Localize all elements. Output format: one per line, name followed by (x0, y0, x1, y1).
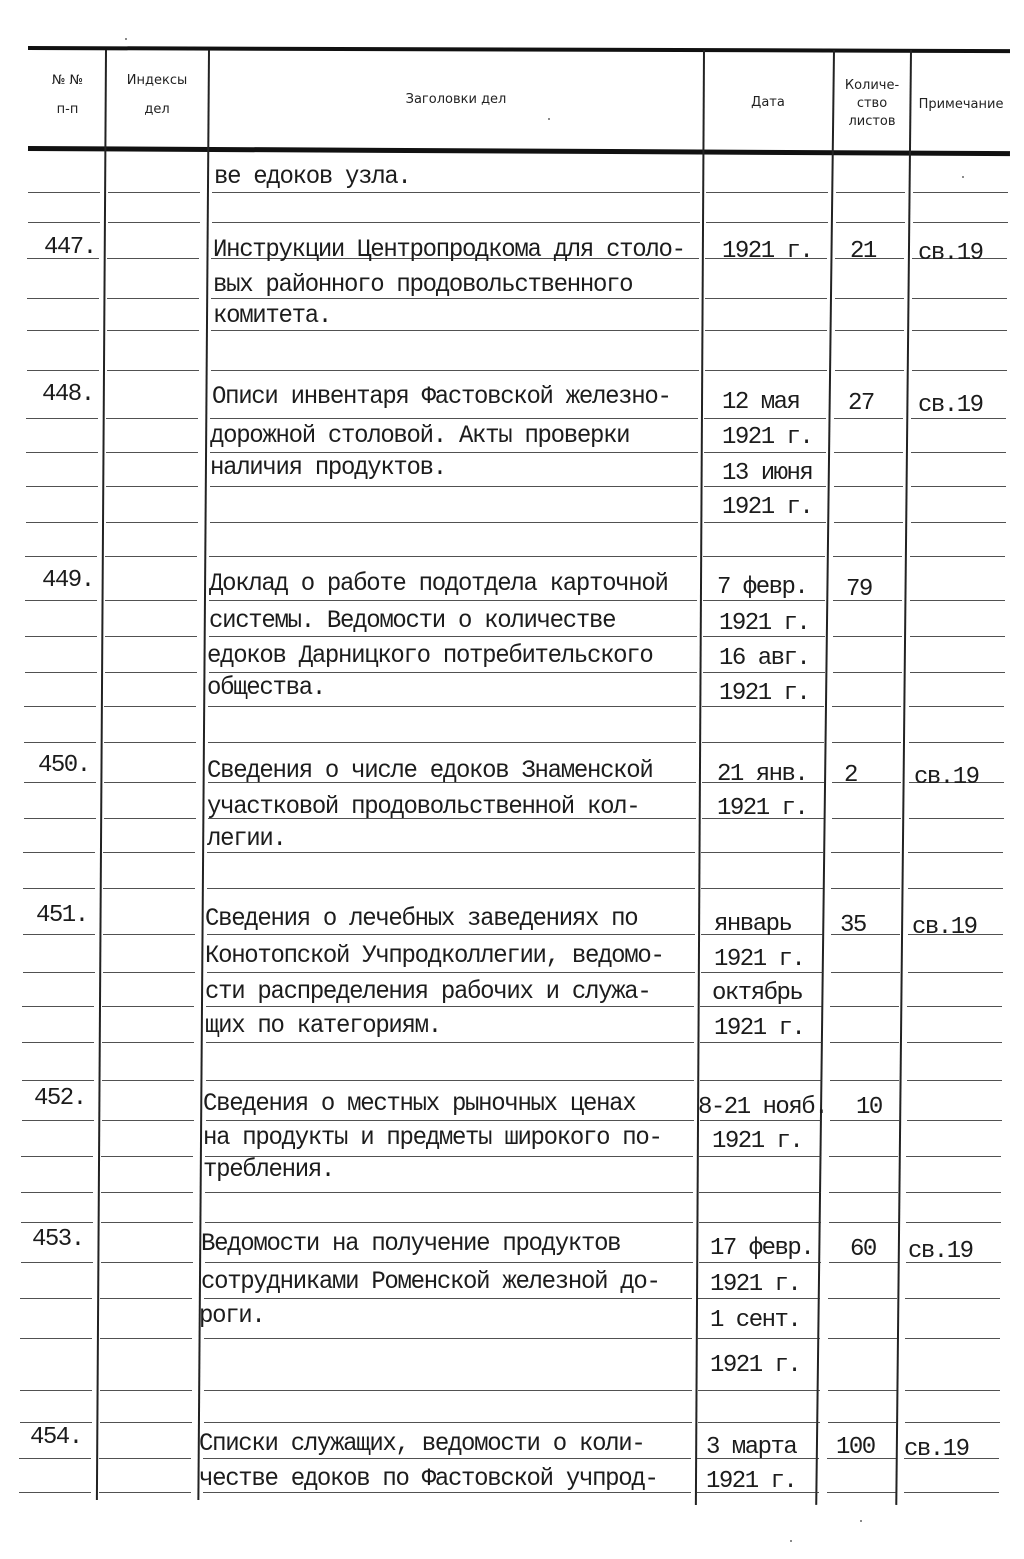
ruled-line (831, 888, 900, 889)
record-number: 454. (30, 1424, 82, 1451)
ruled-line (105, 636, 197, 637)
ruled-line (210, 486, 698, 487)
ruled-line (103, 852, 195, 853)
ruled-line (21, 1156, 93, 1157)
record-sheets: 100 (836, 1434, 875, 1461)
record-sheets: 2 (844, 762, 857, 789)
ruled-line (27, 370, 99, 371)
record-number: 448. (42, 381, 94, 408)
record-date: 1921 г. (722, 238, 813, 265)
ruled-line (907, 1006, 1002, 1007)
record-date: 21 янв. (717, 761, 808, 788)
ruled-line (206, 1042, 694, 1043)
ruled-line (835, 330, 904, 331)
ruled-line (207, 972, 695, 973)
scan-artifact (962, 176, 964, 178)
ruled-line (912, 370, 1007, 371)
record-title-line: Инструкции Центропродкома для столо- (213, 236, 685, 265)
ruled-line (205, 1222, 693, 1223)
ruled-line (204, 1298, 692, 1299)
ruled-line (830, 1042, 899, 1043)
ruled-line (699, 1262, 821, 1263)
record-sheets: 79 (846, 576, 872, 603)
ruled-line (834, 522, 903, 523)
ruled-line (832, 706, 901, 707)
record-note: св.19 (918, 392, 983, 419)
ruled-line (907, 1080, 1002, 1081)
record-note: св.19 (918, 240, 983, 267)
ruled-line (834, 452, 903, 453)
scan-artifact (548, 118, 550, 120)
ruled-line (909, 818, 1004, 819)
ruled-line (828, 1390, 897, 1391)
ruled-line (698, 1390, 820, 1391)
record-title-line: сотрудниками Роменской железной до- (201, 1268, 660, 1297)
ruled-line (206, 1080, 694, 1081)
ruled-line (702, 742, 824, 743)
ruled-line (705, 330, 827, 331)
ruled-line (107, 298, 199, 299)
ruled-line (703, 556, 825, 557)
header-index-label: Индексы (126, 73, 188, 88)
ruled-line (906, 1156, 1001, 1157)
record-title-line: участковой продовольственной кол- (207, 793, 640, 822)
ruled-line (913, 222, 1008, 223)
ruled-line (705, 298, 827, 299)
ruled-line (22, 1120, 94, 1121)
ruled-line (101, 1262, 193, 1263)
ruled-line (25, 636, 97, 637)
ruled-line (107, 330, 199, 331)
header-top-rule (28, 46, 1010, 53)
ruled-line (99, 1492, 191, 1493)
ruled-line (704, 418, 826, 419)
ruled-line (24, 818, 96, 819)
ruled-line (20, 1298, 92, 1299)
ruled-line (107, 370, 199, 371)
ruled-line (904, 1492, 999, 1493)
ruled-line (212, 222, 700, 223)
ruled-line (101, 1192, 193, 1193)
ruled-line (704, 452, 826, 453)
ruled-line (23, 852, 95, 853)
ruled-line (831, 972, 900, 973)
record-note: св.19 (908, 1238, 973, 1265)
ruled-line (104, 818, 196, 819)
ruled-line (831, 852, 900, 853)
record-title-line: системы. Ведомости о количестве (209, 607, 616, 636)
record-title-line: Сведения о числе едоков Знаменской (207, 757, 653, 786)
header-date-label: Дата (751, 95, 785, 110)
record-title-line: едоков Дарницкого потребительского (207, 642, 653, 671)
ruled-line (23, 888, 95, 889)
record-date: октябрь (712, 980, 803, 1007)
ruled-line (103, 934, 195, 935)
record-note: св.19 (914, 764, 979, 791)
ruled-line (208, 706, 696, 707)
ruled-line (833, 672, 902, 673)
record-date: 1921 г. (719, 680, 810, 707)
ruled-line (700, 1080, 822, 1081)
record-date: 13 июня (722, 460, 813, 487)
record-date: 3 марта (706, 1434, 797, 1461)
header-bottom-rule (28, 146, 1010, 156)
record-sheets: 27 (848, 390, 874, 417)
ruled-line (24, 782, 96, 783)
ruled-line (906, 1192, 1001, 1193)
ruled-line (25, 556, 97, 557)
ruled-line (910, 672, 1005, 673)
record-title-line: Доклад о работе подотдела карточной (209, 570, 668, 599)
ruled-line (100, 1390, 192, 1391)
record-title-line: щих по категориям. (205, 1012, 441, 1041)
ruled-line (205, 1262, 693, 1263)
record-title-line: вых районного продовольственного (213, 271, 633, 300)
header-index-col (106, 72, 208, 118)
ruled-line (699, 1222, 821, 1223)
ruled-line (912, 298, 1007, 299)
ruled-line (701, 888, 823, 889)
ruled-line (827, 1492, 896, 1493)
ruled-line (910, 600, 1005, 601)
ruled-line (700, 1042, 822, 1043)
ruled-line (108, 222, 200, 223)
record-title-line: общества. (207, 674, 325, 703)
ruled-line (211, 370, 699, 371)
record-title-line: честве едоков по Фастовской учпрод- (199, 1465, 658, 1494)
ruled-line (832, 818, 901, 819)
ruled-line (908, 888, 1003, 889)
record-title-line: Сведения о лечебных заведениях по (205, 905, 638, 934)
ruled-line (828, 1338, 897, 1339)
record-number: 449. (42, 567, 94, 594)
ruled-line (907, 1120, 1002, 1121)
ruled-line (909, 742, 1004, 743)
header-note-col (911, 96, 1011, 113)
ruled-line (23, 934, 95, 935)
ruled-line (909, 706, 1004, 707)
record-title-line: на продукты и предметы широкого по- (203, 1124, 662, 1153)
ruled-line (105, 600, 197, 601)
ruled-line (26, 486, 98, 487)
ruled-line (907, 1042, 1002, 1043)
ruled-line (207, 888, 695, 889)
record-title-line: комитета. (213, 302, 331, 331)
record-title-line: Списки служащих, ведомости о коли- (199, 1430, 645, 1459)
record-date: 1921 г. (714, 1015, 805, 1042)
record-title-line: дорожной столовой. Акты проверки (210, 422, 630, 451)
ruled-line (210, 522, 698, 523)
record-title-line: Конотопской Учпродколлегии, ведомо- (205, 942, 664, 971)
ruled-line (911, 486, 1006, 487)
ruled-line (908, 852, 1003, 853)
column-divider (695, 50, 705, 1505)
record-title-line: Сведения о местных рыночных ценах (203, 1090, 636, 1119)
ruled-line (698, 1298, 820, 1299)
ruled-line (26, 418, 98, 419)
header-sheets-label-3: листов (848, 114, 896, 129)
record-sheets: 35 (840, 912, 866, 939)
ruled-line (23, 972, 95, 973)
ruled-line (833, 556, 902, 557)
ruled-line (100, 1338, 192, 1339)
ruled-line (905, 1338, 1000, 1339)
ruled-line (27, 298, 99, 299)
column-divider (96, 50, 107, 1500)
ruled-line (830, 1006, 899, 1007)
ruled-line (22, 1080, 94, 1081)
record-title-line: роги. (199, 1302, 265, 1331)
ruled-line (102, 1080, 194, 1081)
ruled-line (905, 1390, 1000, 1391)
ruled-line (21, 1262, 93, 1263)
record-date: 1921 г. (722, 494, 813, 521)
ruled-line (706, 192, 828, 193)
record-date: 1921 г. (710, 1352, 801, 1379)
record-date: 1921 г. (722, 424, 813, 451)
record-number: 453. (32, 1226, 84, 1253)
ruled-line (913, 192, 1008, 193)
ruled-line (28, 192, 100, 193)
ruled-line (24, 706, 96, 707)
ruled-line (698, 1338, 820, 1339)
header-note-label: Примечание (918, 97, 1004, 112)
record-date: 1921 г. (706, 1468, 797, 1495)
column-divider (895, 50, 911, 1505)
ruled-line (20, 1390, 92, 1391)
ruled-line (204, 1338, 692, 1339)
ruled-line (911, 522, 1006, 523)
ruled-line (106, 486, 198, 487)
ruled-line (701, 852, 823, 853)
ruled-line (20, 1338, 92, 1339)
ruled-line (703, 672, 825, 673)
column-divider (815, 50, 834, 1505)
ruled-line (19, 1458, 91, 1459)
record-date: 12 мая (722, 389, 800, 416)
header-title-col (209, 91, 703, 108)
ruled-line (101, 1222, 193, 1223)
ruled-line (210, 418, 698, 419)
ruled-line (100, 1298, 192, 1299)
ruled-line (829, 1156, 898, 1157)
ruled-line (24, 742, 96, 743)
header-number-sublabel: п-п (56, 102, 79, 117)
ruled-line (905, 1422, 1000, 1423)
ruled-line (100, 1422, 192, 1423)
header-index-sublabel: дел (144, 102, 170, 117)
ruled-line (209, 556, 697, 557)
ruled-line (26, 452, 98, 453)
ruled-line (105, 672, 197, 673)
ruled-line (26, 522, 98, 523)
scan-artifact (860, 1520, 862, 1522)
ruled-line (25, 672, 97, 673)
ruled-line (905, 1298, 1000, 1299)
header-number-label: № № (51, 73, 84, 88)
ruled-line (204, 1422, 692, 1423)
record-date: 16 авг. (719, 645, 810, 672)
ruled-line (910, 636, 1005, 637)
record-title-line: Описи инвентаря Фастовской железно- (212, 383, 671, 412)
ruled-line (828, 1298, 897, 1299)
ruled-line (103, 972, 195, 973)
ruled-line (22, 1006, 94, 1007)
ruled-line (28, 222, 100, 223)
ruled-line (834, 418, 903, 419)
ruled-line (206, 1120, 694, 1121)
record-date: 1921 г. (710, 1271, 801, 1298)
ruled-line (103, 888, 195, 889)
ruled-line (27, 330, 99, 331)
ruled-line (102, 1006, 194, 1007)
header-title-label: Заголовки дел (405, 92, 507, 107)
ruled-line (99, 1458, 191, 1459)
record-title-line: требления. (203, 1156, 335, 1185)
record-date: 1921 г. (712, 1128, 803, 1155)
ruled-line (828, 1422, 897, 1423)
ruled-line (104, 706, 196, 707)
ruled-line (22, 1042, 94, 1043)
ruled-line (699, 1192, 821, 1193)
record-note: св.19 (904, 1436, 969, 1463)
header-number-col (30, 72, 105, 118)
ruled-line (908, 972, 1003, 973)
record-date: январь (714, 911, 792, 938)
ruled-line (836, 192, 905, 193)
ruled-line (107, 258, 199, 259)
record-date: 1921 г. (717, 795, 808, 822)
header-sheets-label-2: ство (856, 96, 888, 111)
record-title-line: легии. (207, 825, 286, 854)
record-number: 452. (34, 1085, 86, 1112)
record-number: 447. (44, 234, 96, 261)
ruled-line (834, 486, 903, 487)
ruled-line (105, 556, 197, 557)
record-title-line: сти распределения рабочих и служа- (205, 978, 651, 1007)
record-date: 1 сент. (710, 1307, 801, 1334)
ruled-line (833, 636, 902, 637)
scan-artifact (790, 1540, 792, 1542)
ruled-line (208, 742, 696, 743)
record-date: 17 февр. (710, 1235, 814, 1262)
record-date: 7 февр. (717, 574, 808, 601)
record-date: 1921 г. (714, 946, 805, 973)
header-sheets-label-1: Количе- (844, 78, 900, 93)
record-number: 451. (36, 902, 88, 929)
carryover-title-line: ве едоков узла. (214, 163, 411, 192)
ruled-line (829, 1192, 898, 1193)
ruled-line (205, 1192, 693, 1193)
ruled-line (906, 1222, 1001, 1223)
ruled-line (104, 782, 196, 783)
ruled-line (910, 556, 1005, 557)
ruled-line (835, 298, 904, 299)
ruled-line (25, 600, 97, 601)
ruled-line (102, 1120, 194, 1121)
ruled-line (912, 330, 1007, 331)
ruled-line (698, 1422, 820, 1423)
ruled-line (835, 370, 904, 371)
ruled-line (204, 1390, 692, 1391)
ruled-line (699, 1156, 821, 1157)
ruled-line (102, 1042, 194, 1043)
ruled-line (106, 522, 198, 523)
ruled-line (106, 418, 198, 419)
record-title-line: Ведомости на получение продуктов (201, 1230, 621, 1259)
record-note: св.19 (912, 914, 977, 941)
record-title-line: наличия продуктов. (210, 454, 446, 483)
record-number: 450. (38, 752, 90, 779)
ruled-line (832, 742, 901, 743)
ruled-line (108, 192, 200, 193)
record-sheets: 60 (850, 1236, 876, 1263)
ruled-line (704, 522, 826, 523)
ruled-line (101, 1156, 193, 1157)
ruled-line (21, 1222, 93, 1223)
record-date: 1921 г. (719, 610, 810, 637)
record-date: 8-21 нояб. (698, 1094, 828, 1121)
record-sheets: 21 (850, 238, 876, 265)
header-date-col (704, 94, 832, 111)
ruled-line (836, 222, 905, 223)
ruled-line (830, 1080, 899, 1081)
ruled-line (705, 370, 827, 371)
ruled-line (832, 782, 901, 783)
scan-artifact (125, 38, 127, 40)
ruled-line (911, 452, 1006, 453)
ruled-line (829, 1222, 898, 1223)
header-sheets-col (834, 77, 910, 131)
record-sheets: 10 (856, 1094, 882, 1121)
ruled-line (19, 1492, 91, 1493)
ruled-line (706, 222, 828, 223)
ruled-line (209, 600, 697, 601)
ruled-line (104, 742, 196, 743)
ruled-line (21, 1192, 93, 1193)
ruled-line (106, 452, 198, 453)
